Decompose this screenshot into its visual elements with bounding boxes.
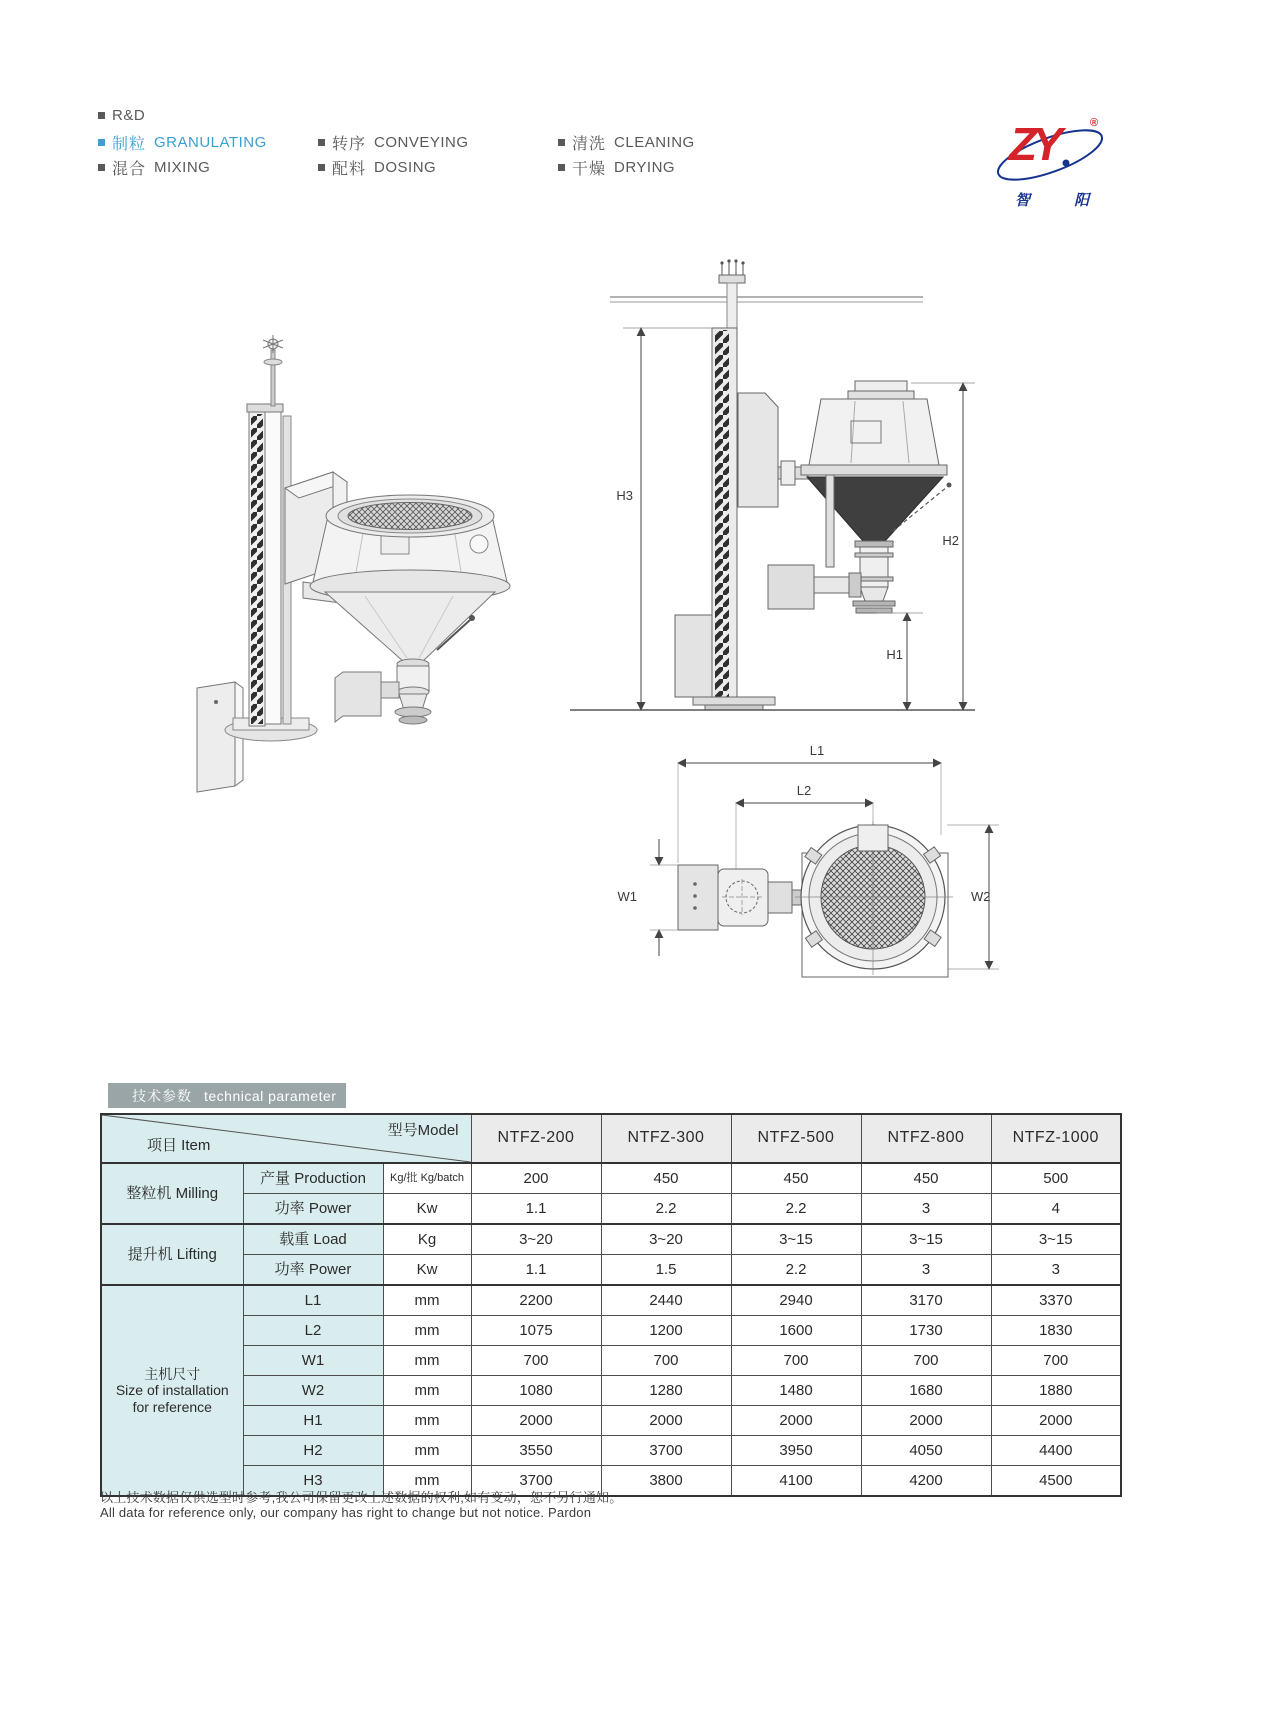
value-cell: 2200 <box>471 1285 601 1316</box>
header-model-label: 型号Model <box>387 1122 459 1139</box>
bullet-square-icon <box>318 164 325 171</box>
row-name: 载重 Load <box>243 1224 383 1255</box>
value-cell: 1.5 <box>601 1255 731 1286</box>
value-cell: 2940 <box>731 1285 861 1316</box>
model-header: NTFZ-500 <box>731 1114 861 1163</box>
technical-parameter-table <box>100 1113 1122 1497</box>
menu-item-rnd <box>98 107 145 124</box>
menu-item-dosing <box>318 156 436 179</box>
value-cell: 450 <box>861 1163 991 1194</box>
value-cell: 3 <box>861 1255 991 1286</box>
value-cell: 1280 <box>601 1376 731 1406</box>
value-cell: 3 <box>861 1194 991 1225</box>
value-cell: 3800 <box>601 1466 731 1497</box>
group-label-dimensions <box>101 1285 243 1496</box>
column-base <box>693 697 775 705</box>
dimension-h1 <box>877 613 923 710</box>
drive-housing-side <box>738 393 778 507</box>
row-name: H1 <box>243 1406 383 1436</box>
carriage-box <box>675 615 712 697</box>
value-cell: 1830 <box>991 1316 1121 1346</box>
value-cell: 3~20 <box>471 1224 601 1255</box>
value-cell: 1730 <box>861 1316 991 1346</box>
dim-label-w1: W1 <box>617 889 637 904</box>
row-unit: mm <box>383 1436 471 1466</box>
menu-label-cn: 配料 <box>332 161 367 178</box>
value-cell: 3~15 <box>731 1224 861 1255</box>
value-cell: 1080 <box>471 1376 601 1406</box>
row-unit: mm <box>383 1466 471 1497</box>
value-cell: 3~15 <box>861 1224 991 1255</box>
value-cell: 3170 <box>861 1285 991 1316</box>
dim-label-l2: L2 <box>796 783 812 798</box>
value-cell: 4400 <box>991 1436 1121 1466</box>
header-item-label: 项目 Item <box>147 1136 211 1154</box>
menu-label-en: DRYING <box>614 159 676 176</box>
model-header: NTFZ-1000 <box>991 1114 1121 1163</box>
bullet-square-icon <box>558 139 565 146</box>
dimension-w1 <box>618 839 679 956</box>
section-title-cn: 技术参数 <box>132 1087 192 1104</box>
row-name: W1 <box>243 1346 383 1376</box>
section-title-en: technical parameter <box>204 1087 337 1104</box>
row-unit: Kw <box>383 1194 471 1225</box>
menu-item-conveying <box>318 131 469 154</box>
value-cell: 700 <box>601 1346 731 1376</box>
group-label-lifting: 提升机 Lifting <box>101 1224 243 1285</box>
column-shaft <box>727 283 737 328</box>
menu-label-cn: 混合 <box>112 161 147 178</box>
value-cell: 2000 <box>471 1406 601 1436</box>
disclaimer-en: All data for reference only, our company has right to change but not notice. Pardon <box>100 1505 592 1520</box>
value-cell: 2440 <box>601 1285 731 1316</box>
value-cell: 450 <box>601 1163 731 1194</box>
value-cell: 2000 <box>861 1406 991 1436</box>
section-title-bar <box>108 1083 346 1108</box>
row-unit: Kg <box>383 1224 471 1255</box>
row-unit: mm <box>383 1316 471 1346</box>
company-logo <box>993 113 1113 218</box>
menu-label-en: CLEANING <box>614 134 695 151</box>
value-cell: 700 <box>991 1346 1121 1376</box>
row-name: W2 <box>243 1376 383 1406</box>
drawing-perspective-view <box>185 320 525 800</box>
menu-label-en: DOSING <box>374 159 437 176</box>
menu-label: R&D <box>112 107 146 124</box>
row-name: H2 <box>243 1436 383 1466</box>
row-unit: mm <box>383 1346 471 1376</box>
dim-label-h1: H1 <box>886 647 903 662</box>
menu-label-cn: 转序 <box>332 136 367 153</box>
value-cell: 2.2 <box>601 1194 731 1225</box>
value-cell: 1.1 <box>471 1255 601 1286</box>
value-cell: 3370 <box>991 1285 1121 1316</box>
model-header: NTFZ-200 <box>471 1114 601 1163</box>
registered-mark-icon: ® <box>1090 117 1099 129</box>
value-cell: 4200 <box>861 1466 991 1497</box>
menu-label-en: MIXING <box>154 159 211 176</box>
plan-view <box>618 743 1000 977</box>
top-rod <box>263 335 283 406</box>
value-cell: 4500 <box>991 1466 1121 1497</box>
arm-hub <box>781 461 795 485</box>
group-label-en2: for reference <box>132 1398 212 1415</box>
value-cell: 3550 <box>471 1436 601 1466</box>
menu-item-drying <box>558 156 675 179</box>
group-label-cn: 主机尺寸 <box>144 1366 201 1383</box>
value-cell: 3700 <box>601 1436 731 1466</box>
menu-item-mixing <box>98 156 210 179</box>
row-unit: mm <box>383 1406 471 1436</box>
group-label-en1: Size of installation <box>115 1382 229 1399</box>
ceiling-flange <box>719 259 745 283</box>
value-cell: 3~15 <box>991 1224 1121 1255</box>
model-header: NTFZ-300 <box>601 1114 731 1163</box>
row-name: L1 <box>243 1285 383 1316</box>
row-name: L2 <box>243 1316 383 1346</box>
value-cell: 3 <box>991 1255 1121 1286</box>
value-cell: 1.1 <box>471 1194 601 1225</box>
value-cell: 3~20 <box>601 1224 731 1255</box>
dim-label-h2: H2 <box>942 533 959 548</box>
menu-label-en: CONVEYING <box>374 134 469 151</box>
bullet-square-icon <box>98 164 105 171</box>
model-header: NTFZ-800 <box>861 1114 991 1163</box>
value-cell: 500 <box>991 1163 1121 1194</box>
row-unit: Kg/批 Kg/batch <box>383 1163 471 1194</box>
value-cell: 1680 <box>861 1376 991 1406</box>
dim-label-w2: W2 <box>971 889 991 904</box>
value-cell: 1075 <box>471 1316 601 1346</box>
bullet-square-icon <box>98 112 105 119</box>
elevation-view <box>570 259 975 710</box>
row-unit: mm <box>383 1376 471 1406</box>
row-name: 产量 Production <box>243 1163 383 1194</box>
value-cell: 3700 <box>471 1466 601 1497</box>
value-cell: 4100 <box>731 1466 861 1497</box>
value-cell: 4050 <box>861 1436 991 1466</box>
bullet-square-icon <box>558 164 565 171</box>
value-cell: 200 <box>471 1163 601 1194</box>
logo-mark: ZY <box>1009 118 1058 170</box>
menu-item-cleaning <box>558 131 695 154</box>
menu-label-cn: 干燥 <box>572 161 607 178</box>
value-cell: 450 <box>731 1163 861 1194</box>
value-cell: 1200 <box>601 1316 731 1346</box>
row-name: 功率 Power <box>243 1255 383 1286</box>
bullet-square-icon <box>318 139 325 146</box>
header-item-model-cell <box>101 1114 471 1163</box>
drawing-dimension-views <box>555 235 1015 980</box>
dimension-w2 <box>947 825 999 969</box>
value-cell: 700 <box>731 1346 861 1376</box>
value-cell: 4 <box>991 1194 1121 1225</box>
value-cell: 1480 <box>731 1376 861 1406</box>
bullet-square-icon <box>98 139 105 146</box>
menu-label-cn: 清洗 <box>572 136 607 153</box>
row-name: 功率 Power <box>243 1194 383 1225</box>
logo-chinese-name: 智 阳 <box>1015 192 1110 209</box>
value-cell: 700 <box>471 1346 601 1376</box>
value-cell: 2000 <box>601 1406 731 1436</box>
value-cell: 1880 <box>991 1376 1121 1406</box>
value-cell: 700 <box>861 1346 991 1376</box>
menu-label-cn: 制粒 <box>112 136 147 153</box>
hopper-bowl <box>310 495 510 602</box>
lifting-column <box>247 404 291 726</box>
disclaimer-cn: 以上技术数据仅供选型时参考,我公司保留更改上述数据的权利,如有变动，恕不另行通知。 <box>100 1490 623 1505</box>
discharge-cone <box>325 592 495 724</box>
dim-label-h3: H3 <box>616 488 633 503</box>
value-cell: 2000 <box>731 1406 861 1436</box>
menu-label-en: GRANULATING <box>154 134 267 151</box>
value-cell: 2.2 <box>731 1194 861 1225</box>
dim-label-l1: L1 <box>809 743 825 758</box>
machine-plan <box>678 821 953 977</box>
value-cell: 2000 <box>991 1406 1121 1436</box>
value-cell: 3950 <box>731 1436 861 1466</box>
value-cell: 1600 <box>731 1316 861 1346</box>
elevation-column <box>712 328 737 708</box>
value-cell: 2.2 <box>731 1255 861 1286</box>
menu-item-granulating <box>98 131 267 154</box>
hopper-side <box>801 381 952 541</box>
row-name: H3 <box>243 1466 383 1497</box>
group-label-milling: 整粒机 Milling <box>101 1163 243 1224</box>
row-unit: mm <box>383 1285 471 1316</box>
row-unit: Kw <box>383 1255 471 1286</box>
